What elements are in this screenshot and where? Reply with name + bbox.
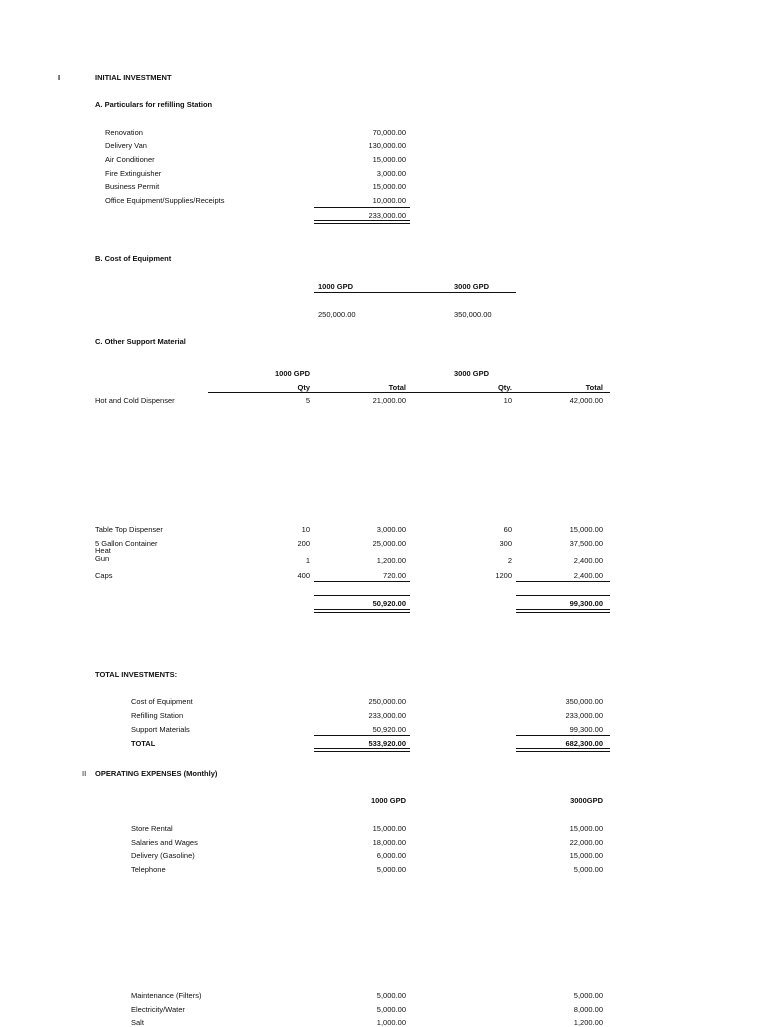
total-double-rule	[314, 748, 410, 752]
row-label: Salaries and Wages	[131, 838, 198, 847]
part-a-title: A. Particulars for refilling Station	[95, 100, 213, 109]
item-label: Office Equipment/Supplies/Receipts	[105, 196, 225, 205]
support-total-3000: 99,300.00	[569, 599, 603, 608]
value-1000: 15,000.00	[372, 824, 406, 833]
value-3000: 350,000.00	[565, 697, 603, 706]
row-label: Table Top Dispenser	[95, 525, 163, 534]
qty-1000: 5	[305, 396, 310, 405]
value-1000: 18,000.00	[372, 838, 406, 847]
qty-3000: 10	[503, 396, 512, 405]
header-rule	[208, 392, 610, 393]
total-3000: 2,400.00	[573, 556, 603, 565]
item-value: 70,000.00	[372, 128, 406, 137]
subtotal-rule	[314, 207, 410, 208]
row-label: Delivery (Gasoline)	[131, 851, 195, 860]
qty-header: Qty.	[497, 383, 512, 392]
subtotal-rule	[314, 735, 410, 736]
row-label: Heat Gun	[95, 546, 111, 563]
value-3000: 8,000.00	[573, 1005, 603, 1014]
value-3000: 1,200.00	[573, 1018, 603, 1027]
column-header-1000gpd: 1000 GPD	[275, 369, 311, 378]
row-label: Electricity/Water	[131, 1005, 185, 1014]
value-3000: 5,000.00	[573, 865, 603, 874]
part-a-total: 233,000.00	[368, 211, 406, 220]
qty-1000: 1	[305, 556, 310, 565]
row-label: Maintenance (Filters)	[131, 991, 202, 1000]
total-3000: 42,000.00	[569, 396, 603, 405]
row-label: Hot and Cold Dispenser	[95, 396, 175, 405]
value-3000: 15,000.00	[569, 824, 603, 833]
section-numeral: II	[82, 769, 87, 778]
item-value: 15,000.00	[372, 182, 406, 191]
qty-1000: 200	[297, 539, 310, 548]
qty-3000: 300	[499, 539, 512, 548]
section-title: OPERATING EXPENSES (Monthly)	[95, 769, 218, 778]
total-investments-title: TOTAL INVESTMENTS:	[95, 670, 178, 679]
qty-3000: 1200	[495, 571, 512, 580]
section-numeral: I	[58, 73, 61, 82]
item-label: Air Conditioner	[105, 155, 155, 164]
qty-1000: 400	[297, 571, 310, 580]
total-1000: 25,000.00	[372, 539, 406, 548]
subtotal-rule	[314, 595, 410, 596]
qty-1000: 10	[301, 525, 310, 534]
total-double-rule	[516, 609, 610, 613]
value-3000: 15,000.00	[569, 851, 603, 860]
value-3000: 5,000.00	[573, 991, 603, 1000]
column-header-1000gpd: 1000 GPD	[370, 796, 406, 805]
value-1000: 5,000.00	[376, 865, 406, 874]
item-label: Renovation	[105, 128, 143, 137]
value-1000: 5,000.00	[376, 1005, 406, 1014]
value-3000: 99,300.00	[569, 725, 603, 734]
total-1000: 720.00	[383, 571, 406, 580]
value-1000: 6,000.00	[376, 851, 406, 860]
item-value: 10,000.00	[372, 196, 406, 205]
item-label: Delivery Van	[105, 141, 147, 150]
subtotal-rule	[516, 735, 610, 736]
value-1000: 250,000.00	[368, 697, 406, 706]
value-1000: 5,000.00	[376, 991, 406, 1000]
row-label: Salt	[131, 1018, 144, 1027]
row-label: Refilling Station	[131, 711, 184, 720]
row-label: Support Materials	[131, 725, 190, 734]
section-title: INITIAL INVESTMENT	[95, 73, 172, 82]
total-3000: 37,500.00	[569, 539, 603, 548]
total-double-rule	[314, 220, 410, 224]
grand-total-3000: 682,300.00	[565, 739, 603, 748]
value-3000: 233,000.00	[565, 711, 603, 720]
row-label: 5 Gallon Container	[95, 539, 158, 548]
total-1000: 21,000.00	[372, 396, 406, 405]
total-header: Total	[585, 383, 603, 392]
part-c-title: C. Other Support Material	[95, 337, 186, 346]
qty-3000: 2	[507, 556, 512, 565]
row-label: Caps	[95, 571, 113, 580]
value-1000: 50,920.00	[372, 725, 406, 734]
item-value: 3,000.00	[376, 169, 406, 178]
value-1000: 233,000.00	[368, 711, 406, 720]
row-label: Telephone	[131, 865, 166, 874]
qty-header: Qty	[297, 383, 310, 392]
part-b-title: B. Cost of Equipment	[95, 254, 172, 263]
item-label: Business Permit	[105, 182, 160, 191]
total-3000: 15,000.00	[569, 525, 603, 534]
total-1000: 1,200.00	[376, 556, 406, 565]
subtotal-rule	[516, 581, 610, 582]
grand-total-1000: 533,920.00	[368, 739, 406, 748]
subtotal-rule	[516, 595, 610, 596]
total-1000: 3,000.00	[376, 525, 406, 534]
equipment-cost-1000: 250,000.00	[318, 310, 356, 319]
total-3000: 2,400.00	[573, 571, 603, 580]
value-1000: 1,000.00	[376, 1018, 406, 1027]
total-double-rule	[314, 609, 410, 613]
header-rule	[314, 292, 516, 293]
equipment-cost-3000: 350,000.00	[454, 310, 492, 319]
total-label: TOTAL	[131, 739, 156, 748]
column-header-3000gpd: 3000 GPD	[454, 369, 490, 378]
column-header-3000gpd: 3000 GPD	[454, 282, 490, 291]
qty-3000: 60	[503, 525, 512, 534]
item-value: 130,000.00	[368, 141, 406, 150]
row-label: Store Rental	[131, 824, 173, 833]
total-header: Total	[388, 383, 406, 392]
item-label: Fire Extinguisher	[105, 169, 162, 178]
row-label: Cost of Equipment	[131, 697, 193, 706]
value-3000: 22,000.00	[569, 838, 603, 847]
total-double-rule	[516, 748, 610, 752]
column-header-3000gpd: 3000GPD	[570, 796, 603, 805]
support-total-1000: 50,920.00	[372, 599, 406, 608]
column-header-1000gpd: 1000 GPD	[318, 282, 354, 291]
subtotal-rule	[314, 581, 410, 582]
item-value: 15,000.00	[372, 155, 406, 164]
